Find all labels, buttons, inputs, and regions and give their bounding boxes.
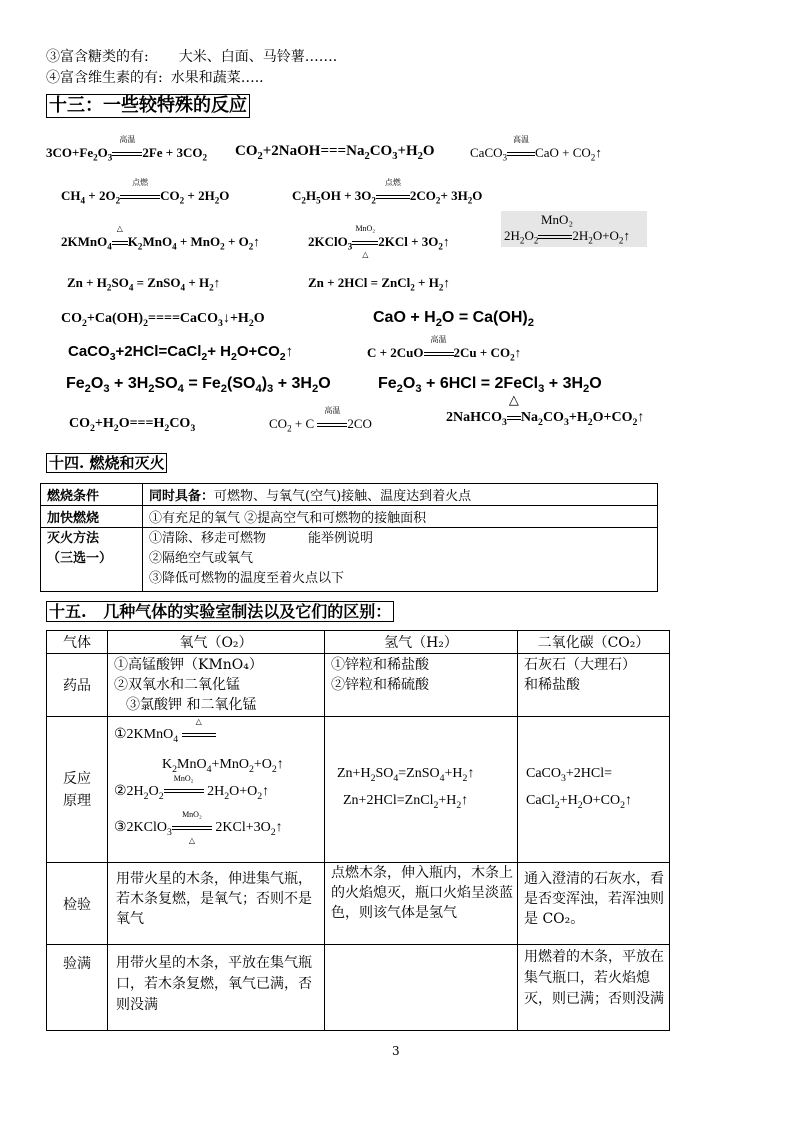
equation: 2KMnO$_4$ △ $K_2MnO_4 + MnO_2$ + $O_2↑$ — [61, 224, 260, 252]
cell-empty — [325, 945, 518, 1031]
row-label: 验满 — [47, 945, 108, 1031]
equation: $C_2H_5OH + 3O_2$ 点燃 $2CO_2+ 3H_2O$ — [292, 178, 483, 206]
equation: CaCO$_3$ 高温 CaO + $CO_2↑$ — [470, 135, 602, 163]
row-head: 灭火方法 （三选一） — [41, 528, 143, 592]
row-label: 药品 — [47, 654, 108, 717]
equation: Zn + 2HCl = ZnCl$_2$ + $H_2↑$ — [308, 275, 450, 293]
equation: C + 2CuO 高温 $2Cu + CO_2↑$ — [367, 335, 522, 363]
row-text: ①清除、移走可燃物 能举例说明 ②隔绝空气或氧气 ③降低可燃物的温度至着火点以下 — [143, 528, 658, 592]
intro-line-3: ③富含糖类的有: 大米、白面、马铃薯……. — [46, 49, 338, 65]
cell: 用带火星的木条，伸进集气瓶，若木条复燃，是氧气；否则不是氧气 — [108, 863, 325, 945]
catalyst-label: MnO₂ — [541, 212, 573, 227]
equation: 2KClO$_3$ MnO₂ △ $2KCl + 3O_2↑$ — [308, 224, 450, 259]
gas-table — [46, 630, 670, 1031]
equation: $Fe_2O_3 + 3H_2SO_4 = Fe_2(SO_4)_3 + 3H_2O$ — [66, 375, 331, 396]
section-13-title: 十三：一些较特殊的反应 — [46, 94, 250, 118]
cell: $Zn+H_2SO_4=ZnSO_4+H_2↑$ $Zn+2HCl=ZnCl_2+H_2↑$ — [325, 717, 518, 863]
equation: CaO + $H_2O = Ca(OH)_2$ — [373, 309, 534, 330]
cell: 点燃木条，伸入瓶内，木条上的火焰熄灭，瓶口火焰呈淡蓝色，则该气体是氢气 — [325, 863, 518, 945]
row-head: 燃烧条件 — [41, 484, 143, 506]
cell: ①锌粒和稀盐酸 ②锌粒和稀硫酸 — [325, 654, 518, 717]
cell: 石灰石（大理石） 和稀盐酸 — [518, 654, 670, 717]
row-label: 反应 原理 — [47, 717, 108, 863]
cell: ①2KMnO$_4$ △ $K_2MnO_4+MnO_2+O_2↑$ $②2H_2O_2$ MnO₂ $2H_2O+O_2↑$ ③2KClO$_3$ MnO₂ △ $2KCl+3O_2↑$ — [108, 717, 325, 863]
cell: 用燃着的木条，平放在集气瓶口，若火焰熄灭，则已满；否则没满 — [518, 945, 670, 1031]
section-15-title: 十五. 几种气体的实验室制法以及它们的区别： — [46, 601, 394, 622]
col-header: 氧气（O₂） — [108, 631, 325, 654]
col-header: 气体 — [47, 631, 108, 654]
row-text: 同时具备：可燃物、与氧气(空气)接触、温度达到着火点 — [143, 484, 658, 506]
cell: 通入澄清的石灰水，看是否变浑浊，若浑浊则是 CO₂。 — [518, 863, 670, 945]
section-14-title: 十四. 燃烧和灭火 — [46, 453, 167, 473]
cell: CaCO$_3$+2HCl= $CaCl_2+H_2O+CO_2↑$ — [518, 717, 670, 863]
row-label: 检验 — [47, 863, 108, 945]
combustion-table — [40, 483, 658, 592]
equation: $Zn + H_2SO_4$ = ZnSO$_4$ + $H_2↑$ — [67, 275, 221, 293]
equation: CaCO$_3$+2HCl=CaCl$_2$+ $H_2O+CO_2↑$ — [68, 343, 294, 363]
equation: $Fe_2O_3 + 6HCl$ = 2FeCl$_3$ + $3H_2O$ — [378, 375, 602, 396]
equation: $CO_2 + C$ 高温 2CO — [269, 406, 372, 434]
cell: 用带火星的木条，平放在集气瓶口，若木条复燃，氧气已满，否则没满 — [108, 945, 325, 1031]
cell: ①高锰酸钾（KMnO₄） ②双氧水和二氧化锰 ③氯酸钾 和二氧化锰 — [108, 654, 325, 717]
equation: $2H_2O_2$ $2H_2O+O_2↑$ — [504, 228, 630, 246]
col-header: 二氧化碳（CO₂） — [518, 631, 670, 654]
intro-line-4: ④富含维生素的有: 水果和蔬菜….. — [46, 70, 264, 86]
equation: 2NaHCO$_3$ △ $Na_2CO_3+H_2O+CO_2↑$ — [446, 392, 645, 428]
col-header: 氢气（H₂） — [325, 631, 518, 654]
equation: $CO_2+H_2O===H_2CO_3$ — [69, 416, 196, 434]
page-number: 3 — [392, 1044, 400, 1058]
equation: $CH_4 + 2O_2$ 点燃 $CO_2 + 2H_2O$ — [61, 178, 230, 206]
equation: $CO_2+Ca(OH)_2====CaCO_3↓+H_2O$ — [61, 311, 265, 329]
row-text: ①有充足的氧气 ②提高空气和可燃物的接触面积 — [143, 506, 658, 528]
equation: $3CO+Fe_2O_3$ 高温 $2Fe + 3CO_2$ — [46, 135, 208, 163]
row-head: 加快燃烧 — [41, 506, 143, 528]
equation: $CO_2+2NaOH===Na_2CO_3+H_2O$ — [235, 143, 435, 162]
